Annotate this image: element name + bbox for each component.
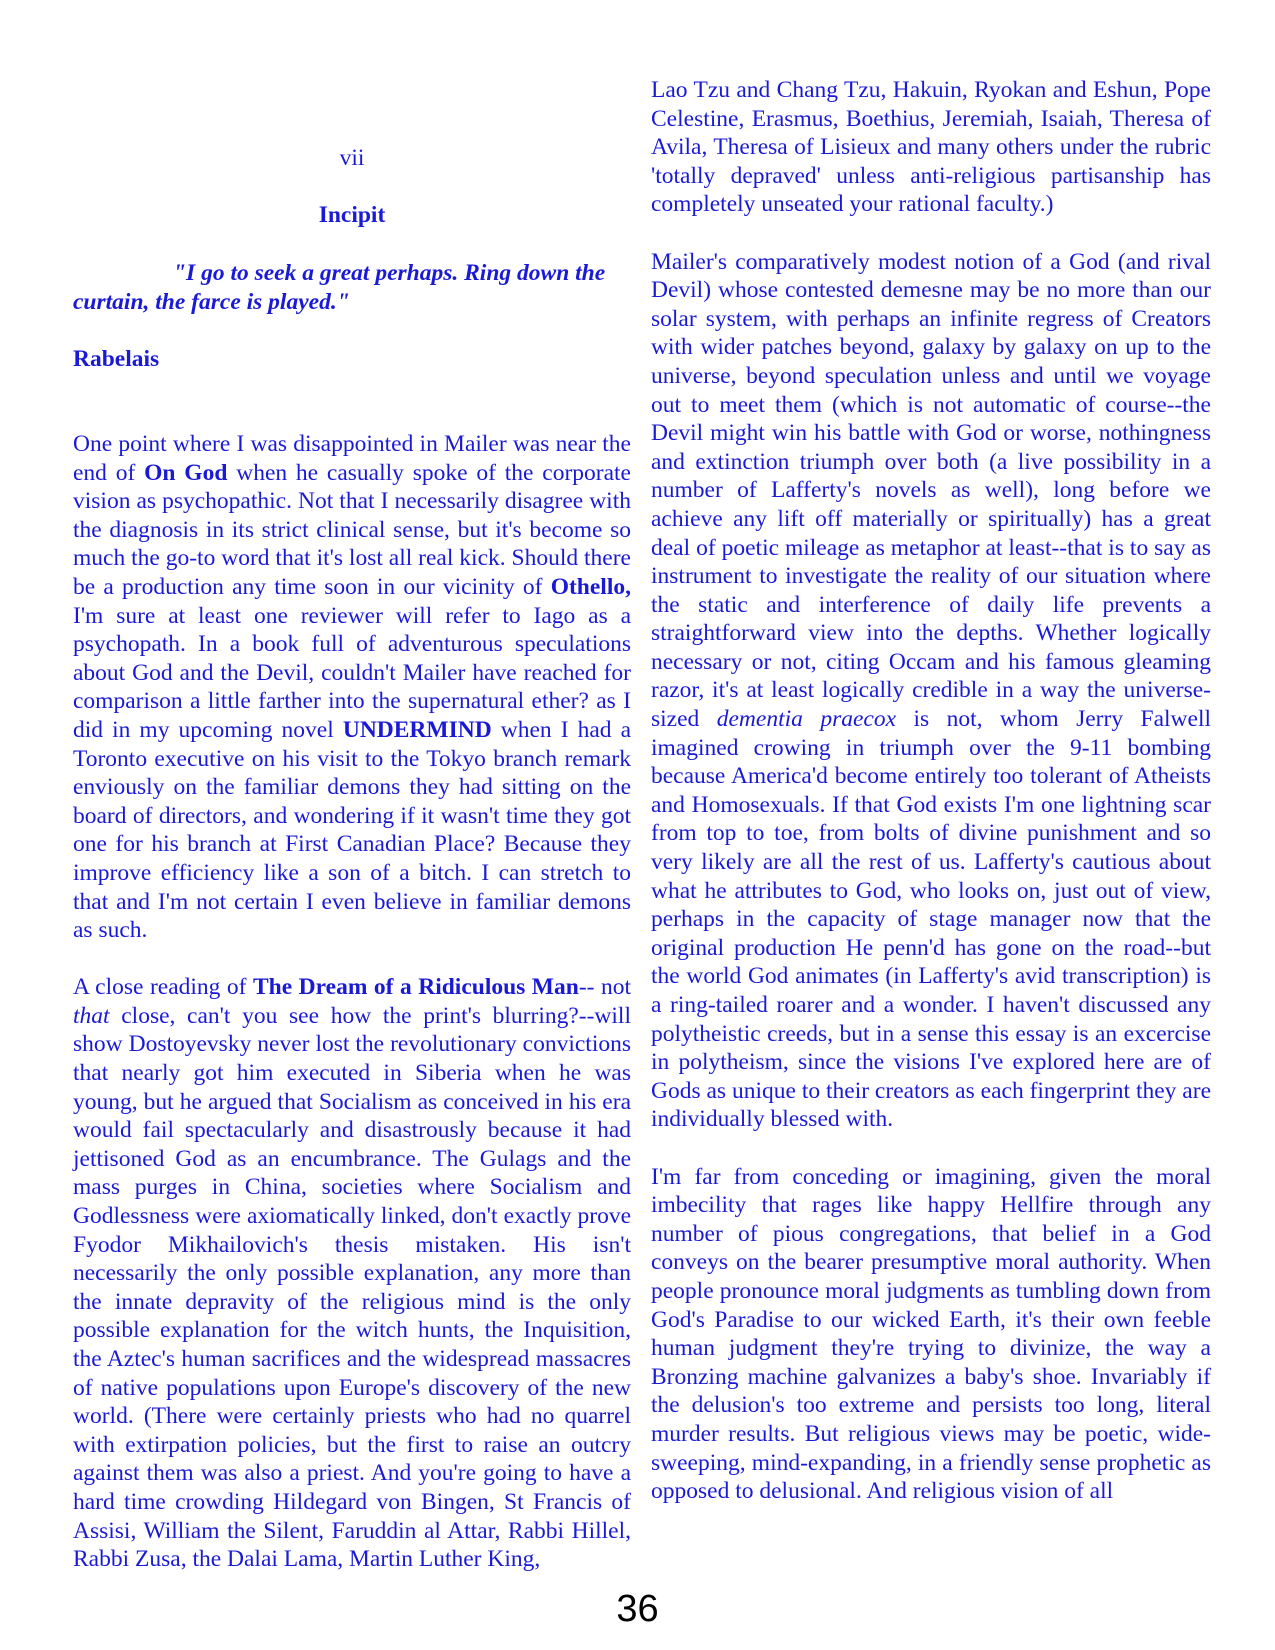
right-column — [651, 76, 1211, 1506]
paragraph-continuation: Lao Tzu and Chang Tzu, Hakuin, Ryokan and Eshun, Pope Celestine, Erasmus, Boethius, Jeremiah, Isaiah, Theresa of Avila, Theresa of Lisieux and many others under the rubric 'totally depraved' unless anti-religious partisanship has completely unseated your rational faculty.) — [651, 77, 1211, 218]
left-body — [73, 430, 631, 1574]
epigraph-quote: "I go to seek a great perhaps. Ring down the curtain, the farce is played." — [73, 260, 606, 315]
text-run: One point where I was disappointed in Mailer was near the end of — [73, 431, 631, 486]
paragraph-mailer-god-notion — [651, 248, 1211, 1134]
paragraph-gap — [651, 219, 1211, 248]
play-title-othello: Othello, — [550, 573, 631, 600]
book-title-on-god: On God — [144, 459, 228, 486]
text-run: I'm sure at least one reviewer will refer to Iago as a psychopath. In a book full of adventurous speculations about God and the Devil, couldn't Mailer have reached for comparison a little farther into the supernatural ether? as I did in my upcoming novel — [73, 602, 631, 743]
paragraph-gap — [651, 1134, 1211, 1163]
text-run: A close reading of — [73, 974, 253, 1001]
roman-page-number-text: vii — [339, 145, 365, 171]
section-heading: Incipit — [318, 202, 386, 228]
text-run: Mailer's comparatively modest notion of a God (and rival Devil) whose contested demesne may be no more than our solar system, with perhaps an infinite regress of Creators with wider patches beyond, galaxy by galaxy on up to the universe, beyond speculation unless and until we voyage out to meet them (which is not automatic of course--the Devil might win his battle with God or worse, nothingness and extinction triumph over both (a live possibility in a number of Lafferty's novels as well), long before we achieve any lift off materially or spiritually) has a great deal of poetic mileage as metaphor at least--that is to say as instrument to investigate the reality of our situation where the static and interference of daily life prevents a straightforward view into the depths. Whether logically necessary or not, citing Occam and his famous gleaming razor, it's at least logically credible in a way the universe-sized — [651, 248, 1211, 733]
paragraph-dostoyevsky — [73, 973, 631, 1573]
paragraph-moral-authority: I'm far from conceding or imagining, given the moral imbecility that rages like happy Hellfire through any number of pious congregations, that belief in a God conveys on the bearer presumptive moral authority. When people pronounce moral judgments as tumbling down from God's Paradise to our wicked Earth, it's their own feeble human judgment they're trying to divinize, the way a Bronzing machine galvanizes a baby's shoe. Invariably if the delusion's too extreme and persists too long, literal murder results. But religious views may be poetic, wide-sweeping, mind-expanding, in a friendly sense prophetic as opposed to delusional. And religious vision of all — [651, 1163, 1211, 1505]
novel-title-undermind: UNDERMIND — [342, 716, 492, 743]
emphasis-dementia-praecox: dementia praecox — [716, 706, 897, 733]
text-run: when he casually spoke of the corporate vision as psychopathic. Not that I necessarily disagree with the diagnosis in its strict clinical sense, but it's become so much the go-to word that it's lost all real kick. Should there be a production any time soon in our vicinity of — [73, 459, 631, 600]
text-run: -- not — [578, 974, 631, 1001]
epigraph-author: Rabelais — [73, 346, 160, 372]
paragraph-mailer-disappointment — [73, 430, 631, 945]
text-run: close, can't you see how the print's blurring?--will show Dostoyevsky never lost the revolutionary convictions that nearly got him executed in Siberia when he was young, but he argued that Socialism as conceived in his era would fail spectacularly and disastrously because it had jettisoned God as an encumbrance. The Gulags and the mass purges in China, societies where Socialism and Godlessness were axiomatically linked, don't exactly prove Fyodor Mikhailovich's thesis mistaken. His isn't necessarily the only possible explanation, any more than the innate depravity of the religious mind is the only possible explanation for the witch hunts, the Inquisition, the Aztec's human sacrifices and the widespread massacres of native populations upon Europe's discovery of the new world. (There were certainly priests who had no quarrel with extirpation policies, but the first to raise an outcry against them was also a priest. And you're going to have a hard time crowding Hildegard von Bingen, St Francis of Assisi, William the Silent, Faruddin al Attar, Rabbi Hillel, Rabbi Zusa, the Dalai Lama, Martin Luther King, — [73, 1002, 631, 1573]
emphasis-that: that — [73, 1002, 110, 1029]
roman-page-number — [73, 144, 631, 173]
text-run: is not, whom Jerry Falwell imagined crowing in triumph over the 9-11 bombing because America'd become entirely too tolerant of Atheists and Homosexuals. If that God exists I'm one lightning scar from top to toe, from bolts of divine punishment and so very likely are all the rest of us. Lafferty's cautious about what he attributes to God, who looks on, just out of view, perhaps in the capacity of stage manager now that the original production He penn'd has gone on the road--but the world God animates (in Lafferty's avid transcription) is a ring-tailed roarer and a wonder. I haven't discussed any polytheistic creeds, but in a sense this essay is an excercise in polytheism, since the visions I've explored here are of Gods as unique to their creators as each fingerprint they are individually blessed with. — [651, 706, 1212, 1133]
page-number: 36 — [616, 1588, 659, 1630]
text-run: when I had a Toronto executive on his visit to the Tokyo branch remark enviously on the familiar demons they had sitting on the board of directors, and wondering if it wasn't time they got one for his branch at First Canadian Place? Because they improve efficiency like a son of a bitch. I can stretch to that and I'm not certain I even believe in familiar demons as such. — [73, 716, 631, 944]
paragraph-gap — [73, 945, 631, 974]
book-title-dream-ridiculous-man: The Dream of a Ridiculous Man — [253, 974, 579, 1001]
